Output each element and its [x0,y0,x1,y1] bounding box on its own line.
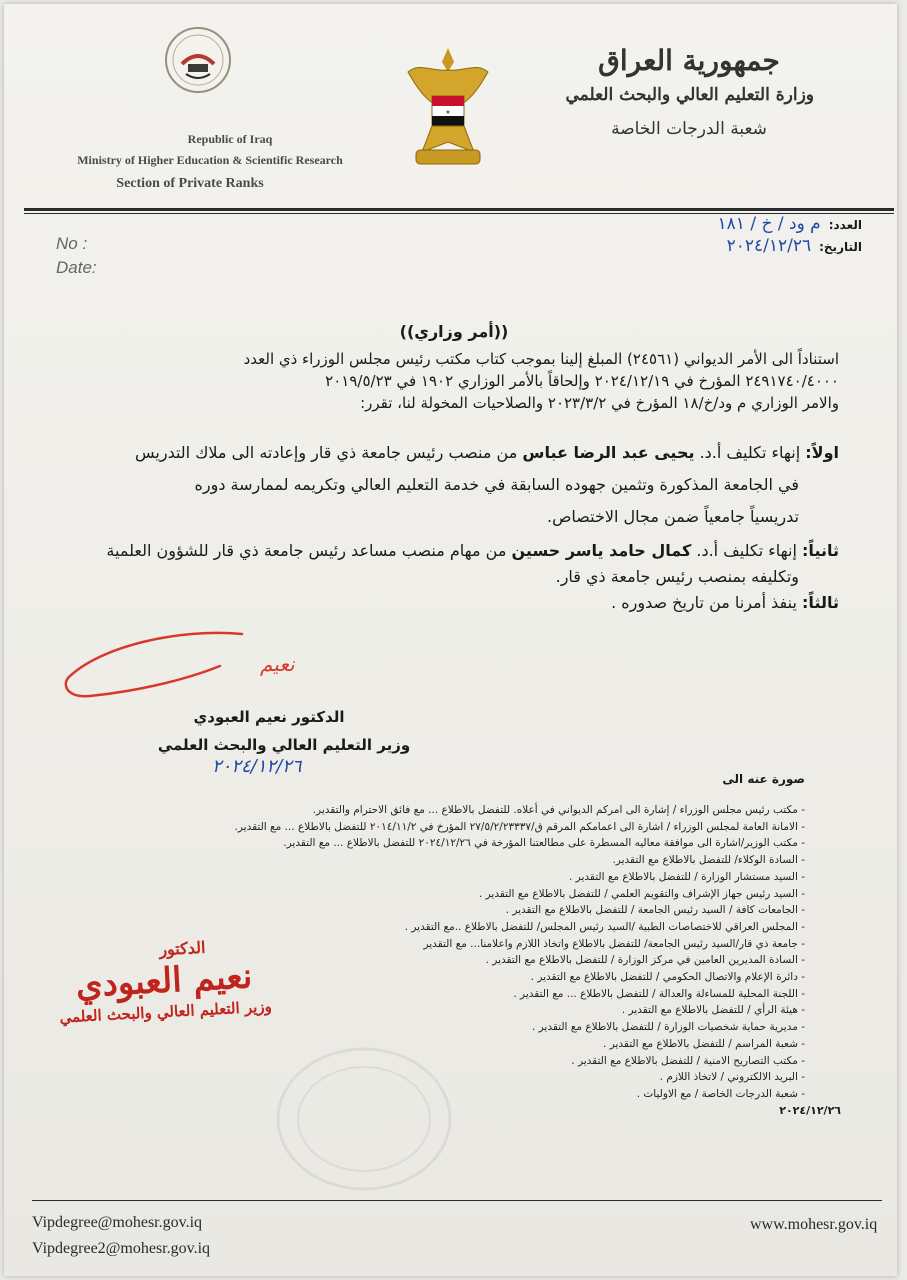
item-second-pre: إنهاء تكليف أ.د. [696,541,797,560]
footer-rule [32,1200,882,1201]
header-ar-section: شعبة الدرجات الخاصة [611,119,767,139]
item-first-line-2: في الجامعة المذكورة وتثمين جهوده السابقة في خدمة التعليم العالي وتكريمه لممارسة دوره [194,475,799,494]
cc-item: - مكتب التصاريح الامنية / للتفضل بالاطلاع مع التقدير . [571,1054,805,1067]
header-ar-republic: جمهورية العراق [598,44,780,77]
cc-date: ٢٠٢٤/١٢/٢٦ [779,1104,841,1117]
header-en-ministry: Ministry of Higher Education & Scientific Research [77,153,343,167]
minister-stamp [42,934,286,1027]
cc-item: - مكتب رئيس مجلس الوزراء / إشارة الى امركم الديواني في أعلاه. للتفضل بالاطلاع ... مع فائق الاحترام والتقدير. [312,804,805,816]
number-label-en: No : [56,234,88,253]
number-value: م ود / خ / ١٨١ [717,214,821,234]
cc-item: - السيد رئيس جهاز الإشراف والتقويم العلمي / للتفضل بالاطلاع مع التقدير . [478,887,805,900]
cc-item: - دائرة الإعلام والاتصال الحكومي / للتفضل بالاطلاع مع التقدير . [530,971,805,983]
item-second-line-2: وتكليفه بمنصب رئيس جامعة ذي قار. [555,567,799,586]
stamp-line-1: الدكتور [158,937,206,960]
handwritten-signature-text: نعيم [260,652,295,676]
cc-item: - هيئة الرأي / للتفضل بالاطلاع مع التقدير . [621,1004,805,1017]
header-en-republic: Republic of Iraq [187,132,273,146]
header-ar-ministry: وزارة التعليم العالي والبحث العلمي [565,85,814,105]
cc-item: - شعبة المراسم / للتفضل بالاطلاع مع التقدير . [603,1037,805,1050]
signatory-name: الدكتور نعيم العبودي [193,708,345,726]
footer-email-2[interactable]: Vipdegree2@mohesr.gov.iq [32,1240,211,1257]
header-rule-thick [24,208,894,211]
item-second-name: كمال حامد ياسر حسين [511,541,692,560]
watermark-seal-icon [274,1044,454,1194]
item-first-name: يحيى عبد الرضا عباس [522,443,695,462]
cc-item: - الامانة العامة لمجلس الوزراء / اشارة الى اعمامكم المرقم ق/٢٧/٥/٢/٢٣٣٣٧ المؤرخ في ٢٠١٤/١١/٢ للتفضل بالاطلاع ... مع التقدير. [234,820,805,833]
ministry-logo [164,26,232,94]
cc-item: - شعبة الدرجات الخاصة / مع الاوليات . [636,1087,805,1100]
intro-line-2: ٢٤٩١٧٤٠/٤٠٠٠ المؤرخ في ٢٠٢٤/١٢/١٩ وإلحاقاً بالأمر الوزاري ١٩٠٢ في ٢٠١٩/٥/٢٣ [325,372,839,390]
document-page [4,4,897,1276]
signatory-title: وزير التعليم العالي والبحث العلمي [157,736,411,754]
red-signature-icon [60,626,250,706]
intro-line-1: استناداً الى الأمر الديواني (٢٤٥٦١) المبلغ إلينا بموجب كتاب مكتب رئيس مجلس الوزراء ذي العدد [243,350,839,368]
item-second-label: ثانياً: [802,541,839,560]
cc-item: - اللجنة المحلية للمساءلة والعدالة / للتفضل بالاطلاع ... مع التقدير . [513,987,805,1000]
cc-title: صورة عنه الى [722,772,805,786]
cc-item: - السيد مستشار الوزارة / للتفضل بالاطلاع مع التقدير . [568,870,805,883]
stamp-line-3: وزير التعليم العالي والبحث العلمي [59,997,273,1027]
item-first-label: اولاً: [805,443,839,462]
item-first-line-1: من منصب رئيس جامعة ذي قار وإعادته الى ملاك التدريس [134,443,518,462]
number-label-ar: العدد: [828,218,862,232]
cc-item: - السادة الوكلاء/ للتفضل بالاطلاع مع التقدير. [612,854,805,867]
header-en-section: Section of Private Ranks [116,176,264,191]
cc-item: - المجلس العراقي للاختصاصات الطبية /السيد رئيس المجلس/ للتفضل بالاطلاع ..مع التقدير . [404,920,805,933]
order-title: ((أمر وزاري)) [399,322,509,341]
date-value: ٢٠٢٤/١٢/٢٦ [726,236,812,256]
cc-item: - مديرية حماية شخصيات الوزارة / للتفضل بالاطلاع مع التقدير . [531,1021,805,1034]
item-first-line-3: تدريسياً جامعياً ضمن مجال الاختصاص. [547,507,799,526]
item-second-line-1: من مهام منصب مساعد رئيس جامعة ذي قار للشؤون العلمية [106,541,507,560]
item-third-text: ينفذ أمرنا من تاريخ صدوره . [611,593,797,612]
intro-line-3: والامر الوزاري م ود/خ/١٨ المؤرخ في ٢٠٢٣/٣/٢ والصلاحيات المخولة لنا، تقرر: [360,394,839,412]
cc-item: - مكتب الوزير/اشارة الى موافقة معاليه المسطرة على مطالعتنا المؤرخة في ٢٠٢٤/١٢/٢٦ للتفضل بالاطلاع ... مع التقدير. [283,837,805,850]
item-third-label: ثالثاً: [802,593,839,612]
item-first-pre: إنهاء تكليف أ.د. [699,443,801,462]
date-label-ar: التاريخ: [819,240,862,254]
cc-item: - السادة المديرين العامين في مركز الوزارة / للتفضل بالاطلاع مع التقدير . [485,954,805,967]
footer-website[interactable]: www.mohesr.gov.iq [750,1216,878,1233]
signature-date: ٢٠٢٤/١٢/٢٦ [212,756,302,777]
footer-email-1[interactable]: Vipdegree@mohesr.gov.iq [32,1214,203,1231]
cc-item: - البريد الالكتروني / لاتخاذ اللازم . [659,1071,805,1084]
iraq-emblem-icon [402,42,494,178]
cc-item: - جامعة ذي قار/السيد رئيس الجامعة/ للتفضل بالاطلاع واتخاذ اللازم واعلامنا... مع التقدير [423,937,805,950]
svg-text:★: ★ [445,109,451,116]
stamp-line-2: نعيم العبودي [74,956,254,1006]
date-label-en: Date: [56,258,97,277]
cc-item: - الجامعات كافة / السيد رئيس الجامعة / للتفضل بالاطلاع مع التقدير . [505,904,805,917]
